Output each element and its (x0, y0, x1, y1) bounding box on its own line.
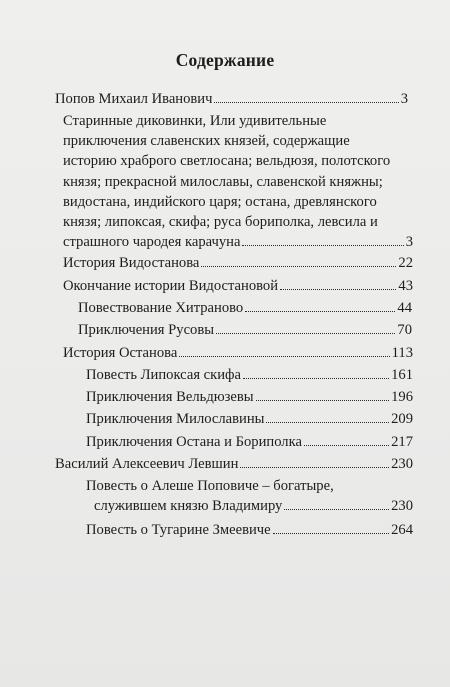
dot-leader (304, 445, 389, 446)
toc-entry-line: князя; прекрасной милославы, славенской княжны; (63, 173, 383, 190)
toc-entry-levshin[interactable] (55, 454, 413, 474)
toc-entry-istoriya-ostanova[interactable] (63, 343, 413, 363)
toc-entry-page: 196 (391, 389, 413, 405)
toc-entry-page: 70 (397, 322, 412, 338)
toc-entry-line: Старинные диковинки, Или удивительные (63, 113, 327, 129)
toc-entry-page: 3 (400, 91, 408, 107)
toc-entry-priklyucheniya-miloslaviny[interactable] (86, 409, 413, 429)
dot-leader (216, 333, 395, 334)
toc-entry-priklyucheniya-veldyuzevy[interactable] (86, 387, 413, 407)
dot-leader (240, 467, 389, 468)
toc-entry-title: страшного чародея карачуна (63, 234, 241, 251)
toc-entry-title: Приключения Русовы (78, 322, 215, 338)
dot-leader (243, 378, 389, 379)
toc-entry-title: Приключения Вельдюзевы (86, 389, 254, 405)
toc-entry-page: 161 (391, 367, 413, 383)
dot-leader (179, 356, 389, 357)
toc-entry-line: приключения славенских князей, содержащие (63, 133, 350, 150)
toc-entry-page: 209 (391, 411, 413, 427)
toc-entry-title: История Останова (63, 345, 178, 361)
page-title: Содержание (175, 50, 275, 70)
toc-entry-priklyucheniya-rusovy[interactable] (78, 320, 412, 340)
toc-entry-page: 44 (397, 300, 412, 316)
toc-entry-line: историю храброго светлосана; вельдюзя, полотского (63, 153, 391, 170)
toc-entry-title: Приключения Остана и Бориполка (86, 434, 302, 450)
dot-leader (201, 266, 396, 267)
toc-entry-page: 230 (391, 456, 413, 472)
toc-entry-last-line (86, 496, 413, 516)
toc-entry-title: Повесть о Тугарине Змеевиче (86, 522, 271, 538)
toc-entry-priklyucheniya-ostana[interactable] (86, 432, 413, 452)
toc-entry-title: Попов Михаил Иванович (55, 91, 213, 107)
toc-entry-povest-lipoksaya[interactable] (86, 365, 413, 385)
toc-entry-povestvovanie-hitranovo[interactable] (78, 298, 412, 318)
toc-entry-page: 43 (398, 278, 413, 294)
toc-entry-istoriya-vidostanova[interactable] (63, 253, 413, 273)
dot-leader (242, 245, 403, 246)
dot-leader (284, 509, 389, 510)
toc-entry-povest-o-aleshe[interactable] (86, 476, 413, 516)
toc-entry-title: Повесть Липоксая скифа (86, 367, 241, 383)
toc-entry-page: 264 (391, 522, 413, 538)
toc-entry-title: Окончание истории Видостановой (63, 278, 279, 294)
toc-entry-page: 22 (398, 255, 413, 271)
dot-leader (256, 400, 390, 401)
dot-leader (214, 102, 398, 103)
toc-entry-line: видостана, индийского царя; остана, древлянского (63, 193, 377, 210)
dot-leader (245, 311, 395, 312)
toc-entry-page: 3 (405, 234, 413, 251)
toc-entry-title: служившем князю Владимиру (94, 498, 283, 515)
toc-entry-line: Повесть о Алеше Поповиче – богатыре, (86, 478, 334, 494)
toc-entry-povest-o-tugarine[interactable] (86, 520, 413, 540)
toc-entry-page: 230 (391, 498, 413, 515)
toc-entry-okonchanie-istorii[interactable] (63, 276, 413, 296)
toc-entry-starinnye-dikovinki[interactable] (63, 111, 413, 252)
dot-leader (280, 289, 396, 290)
toc-entry-last-line (63, 232, 413, 252)
toc-entry-popov[interactable] (55, 89, 408, 109)
dot-leader (273, 533, 390, 534)
toc-entry-page: 217 (391, 434, 413, 450)
toc-entry-line: князя; липоксая, скифа; руса бориполка, левсила и (63, 214, 378, 231)
toc-entry-title: Приключения Милославины (86, 411, 265, 427)
toc-entry-title: История Видостанова (63, 255, 200, 271)
toc-entry-title: Василий Алексеевич Левшин (55, 456, 239, 472)
toc-entry-title: Повествование Хитраново (78, 300, 244, 316)
toc-entry-page: 113 (391, 345, 413, 361)
dot-leader (266, 422, 389, 423)
